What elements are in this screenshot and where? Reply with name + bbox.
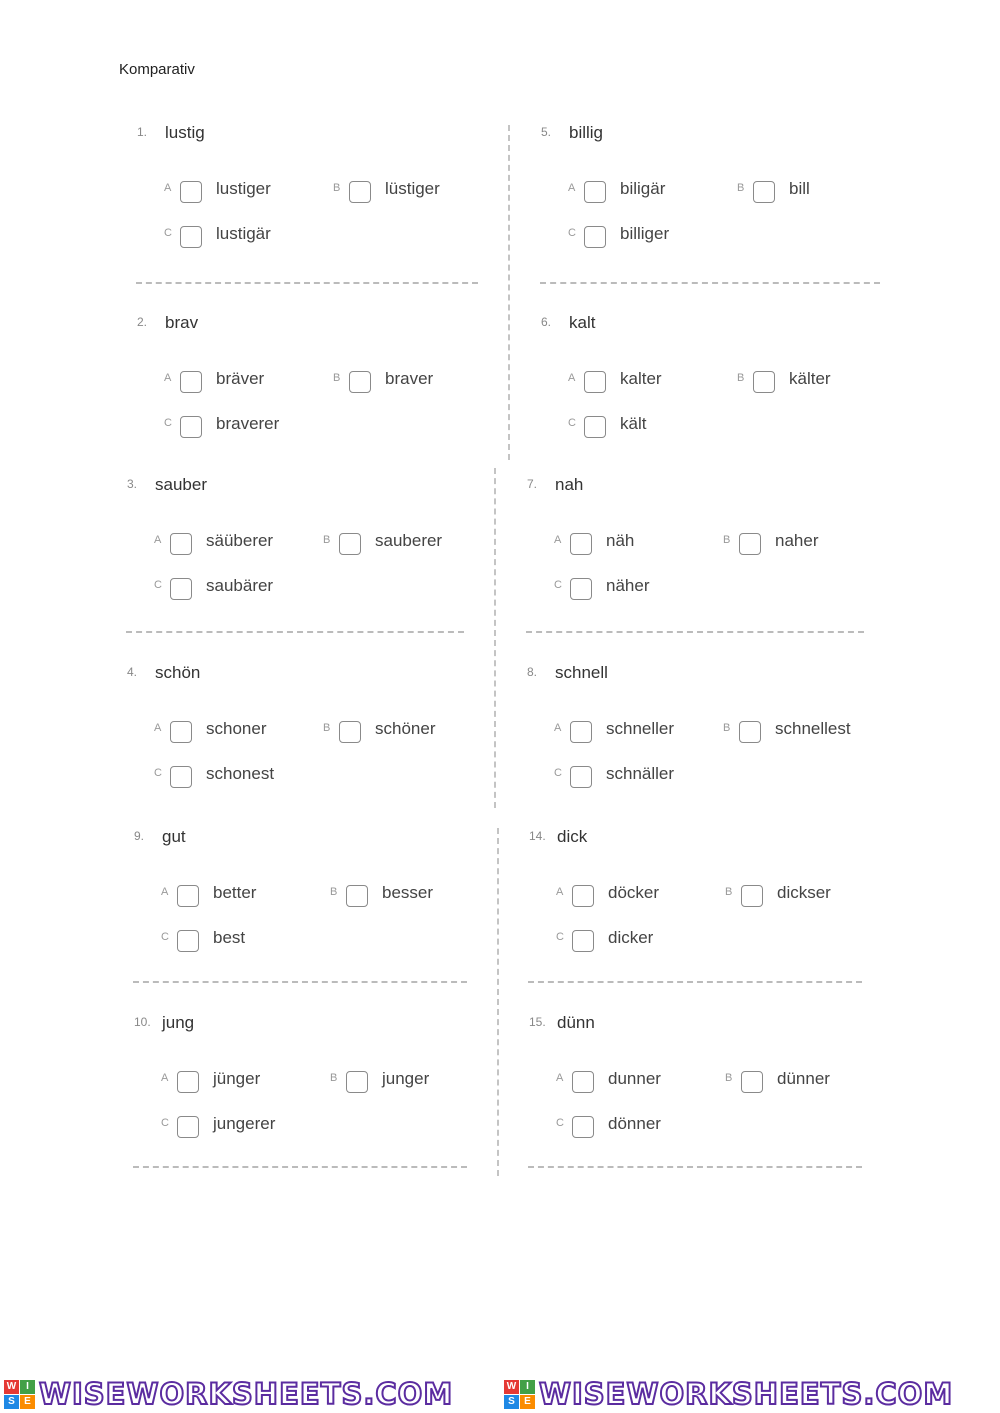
option-letter: C	[164, 417, 172, 429]
option-label: braverer	[216, 414, 280, 433]
option-label: näher	[606, 576, 650, 595]
question-11	[134, 1015, 494, 1155]
option-label: sauberer	[375, 531, 443, 550]
option-letter: B	[333, 182, 341, 194]
option-label: biligär	[620, 179, 666, 198]
option-label: kält	[620, 414, 647, 433]
option-checkbox[interactable]	[177, 885, 199, 907]
question-divider	[133, 1166, 467, 1168]
question-number: 3.	[127, 477, 138, 491]
question-word: nah	[555, 475, 584, 494]
option-label: jünger	[213, 1069, 261, 1088]
option-label: best	[213, 928, 246, 947]
option-checkbox[interactable]	[570, 766, 592, 788]
question-number: 10.	[134, 1015, 151, 1029]
option-letter: B	[737, 182, 745, 194]
question-number: 7.	[527, 477, 538, 491]
logo-text: WISEWORKSHEETS.COM	[539, 1377, 954, 1411]
option-letter: A	[154, 722, 162, 734]
option-letter: C	[568, 227, 576, 239]
option-letter: B	[723, 722, 731, 734]
question-9	[134, 829, 494, 969]
question-word: gut	[162, 827, 186, 846]
question-5	[127, 477, 487, 617]
question-word: sauber	[155, 475, 207, 494]
question-3	[137, 315, 497, 455]
option-checkbox[interactable]	[570, 721, 592, 743]
option-letter: C	[161, 931, 169, 943]
option-checkbox[interactable]	[739, 721, 761, 743]
option-letter: A	[154, 534, 162, 546]
option-checkbox[interactable]	[180, 181, 202, 203]
option-label: lüstiger	[385, 179, 440, 198]
question-divider	[136, 282, 478, 284]
option-checkbox[interactable]	[572, 1071, 594, 1093]
question-10	[529, 829, 889, 969]
question-number: 6.	[541, 315, 552, 329]
question-1	[137, 125, 497, 265]
option-checkbox[interactable]	[180, 416, 202, 438]
option-checkbox[interactable]	[741, 1071, 763, 1093]
question-divider	[526, 631, 864, 633]
option-checkbox[interactable]	[170, 721, 192, 743]
option-label: döcker	[608, 883, 660, 902]
option-label: jungerer	[213, 1114, 276, 1133]
option-label: lustiger	[216, 179, 271, 198]
option-checkbox[interactable]	[584, 371, 606, 393]
option-checkbox[interactable]	[739, 533, 761, 555]
option-label: schnellest	[775, 719, 851, 738]
option-label: junger	[382, 1069, 430, 1088]
option-label: kälter	[789, 369, 831, 388]
question-number: 8.	[527, 665, 538, 679]
question-divider	[528, 981, 862, 983]
option-label: schöner	[375, 719, 436, 738]
option-checkbox[interactable]	[584, 226, 606, 248]
option-label: bill	[789, 179, 810, 198]
option-checkbox[interactable]	[584, 181, 606, 203]
option-checkbox[interactable]	[180, 371, 202, 393]
option-checkbox[interactable]	[753, 371, 775, 393]
option-label: naher	[775, 531, 819, 550]
option-checkbox[interactable]	[339, 721, 361, 743]
option-letter: B	[333, 372, 341, 384]
question-2	[541, 125, 901, 265]
option-letter: B	[725, 886, 733, 898]
option-label: schoner	[206, 719, 267, 738]
option-label: schonest	[206, 764, 275, 783]
logo-mark-icon: W I S E	[504, 1380, 535, 1409]
question-number: 14.	[529, 829, 546, 843]
question-divider	[126, 631, 464, 633]
option-label: näh	[606, 531, 635, 550]
option-label: dunner	[608, 1069, 661, 1088]
option-letter: C	[154, 767, 162, 779]
option-checkbox[interactable]	[753, 181, 775, 203]
logo-mark-icon: W I S E	[4, 1380, 35, 1409]
option-checkbox[interactable]	[170, 578, 192, 600]
option-letter: C	[554, 579, 562, 591]
footer	[0, 1375, 1000, 1413]
option-letter: A	[568, 372, 576, 384]
question-word: dünn	[557, 1013, 595, 1032]
option-checkbox[interactable]	[741, 885, 763, 907]
question-word: lustig	[165, 123, 205, 142]
question-12	[529, 1015, 889, 1155]
option-checkbox[interactable]	[572, 885, 594, 907]
option-label: saubärer	[206, 576, 274, 595]
option-checkbox[interactable]	[572, 1116, 594, 1138]
question-4	[541, 315, 901, 455]
option-label: besser	[382, 883, 434, 902]
option-checkbox[interactable]	[572, 930, 594, 952]
question-word: dick	[557, 827, 588, 846]
option-checkbox[interactable]	[339, 533, 361, 555]
option-label: braver	[385, 369, 434, 388]
option-label: billiger	[620, 224, 670, 243]
option-checkbox[interactable]	[349, 371, 371, 393]
page-title: Komparativ	[119, 61, 195, 78]
option-checkbox[interactable]	[346, 885, 368, 907]
question-7	[127, 665, 487, 805]
option-letter: C	[556, 931, 564, 943]
option-letter: A	[556, 1072, 564, 1084]
question-word: kalt	[569, 313, 596, 332]
option-label: kalter	[620, 369, 662, 388]
option-letter: C	[154, 579, 162, 591]
question-word: billig	[569, 123, 604, 142]
option-letter: B	[330, 1072, 338, 1084]
option-label: dünner	[777, 1069, 830, 1088]
option-label: dönner	[608, 1114, 661, 1133]
option-label: better	[213, 883, 257, 902]
option-checkbox[interactable]	[170, 766, 192, 788]
option-letter: C	[568, 417, 576, 429]
column-divider	[494, 468, 496, 808]
option-checkbox[interactable]	[170, 533, 192, 555]
option-checkbox[interactable]	[349, 181, 371, 203]
question-word: schön	[155, 663, 201, 682]
option-letter: B	[723, 534, 731, 546]
option-letter: B	[737, 372, 745, 384]
brand-logo	[0, 1377, 500, 1411]
option-checkbox[interactable]	[177, 930, 199, 952]
option-checkbox[interactable]	[346, 1071, 368, 1093]
question-number: 2.	[137, 315, 148, 329]
option-letter: B	[323, 534, 331, 546]
option-checkbox[interactable]	[180, 226, 202, 248]
option-checkbox[interactable]	[570, 578, 592, 600]
question-number: 1.	[137, 125, 148, 139]
option-letter: B	[725, 1072, 733, 1084]
option-letter: A	[554, 722, 562, 734]
question-word: brav	[165, 313, 199, 332]
question-number: 4.	[127, 665, 138, 679]
option-letter: B	[323, 722, 331, 734]
option-letter: C	[556, 1117, 564, 1129]
option-label: lustigär	[216, 224, 271, 243]
option-checkbox[interactable]	[570, 533, 592, 555]
option-letter: A	[161, 886, 169, 898]
option-label: bräver	[216, 369, 265, 388]
column-divider	[508, 125, 510, 460]
logo-text: WISEWORKSHEETS.COM	[39, 1377, 454, 1411]
option-letter: C	[161, 1117, 169, 1129]
column-divider	[497, 828, 499, 1176]
option-letter: A	[568, 182, 576, 194]
question-6	[527, 477, 887, 617]
question-divider	[540, 282, 880, 284]
question-divider	[528, 1166, 862, 1168]
question-number: 15.	[529, 1015, 546, 1029]
option-letter: A	[164, 182, 172, 194]
brand-logo	[500, 1377, 1000, 1411]
option-letter: A	[161, 1072, 169, 1084]
option-label: dicker	[608, 928, 654, 947]
option-letter: C	[164, 227, 172, 239]
question-divider	[133, 981, 467, 983]
option-label: schnäller	[606, 764, 675, 783]
option-letter: C	[554, 767, 562, 779]
question-8	[527, 665, 887, 805]
option-letter: A	[556, 886, 564, 898]
option-letter: B	[330, 886, 338, 898]
option-label: dickser	[777, 883, 831, 902]
option-checkbox[interactable]	[584, 416, 606, 438]
question-word: schnell	[555, 663, 608, 682]
question-number: 9.	[134, 829, 145, 843]
option-checkbox[interactable]	[177, 1071, 199, 1093]
option-checkbox[interactable]	[177, 1116, 199, 1138]
question-number: 5.	[541, 125, 552, 139]
option-letter: A	[164, 372, 172, 384]
option-letter: A	[554, 534, 562, 546]
option-label: schneller	[606, 719, 675, 738]
option-label: säüberer	[206, 531, 274, 550]
question-word: jung	[162, 1013, 195, 1032]
